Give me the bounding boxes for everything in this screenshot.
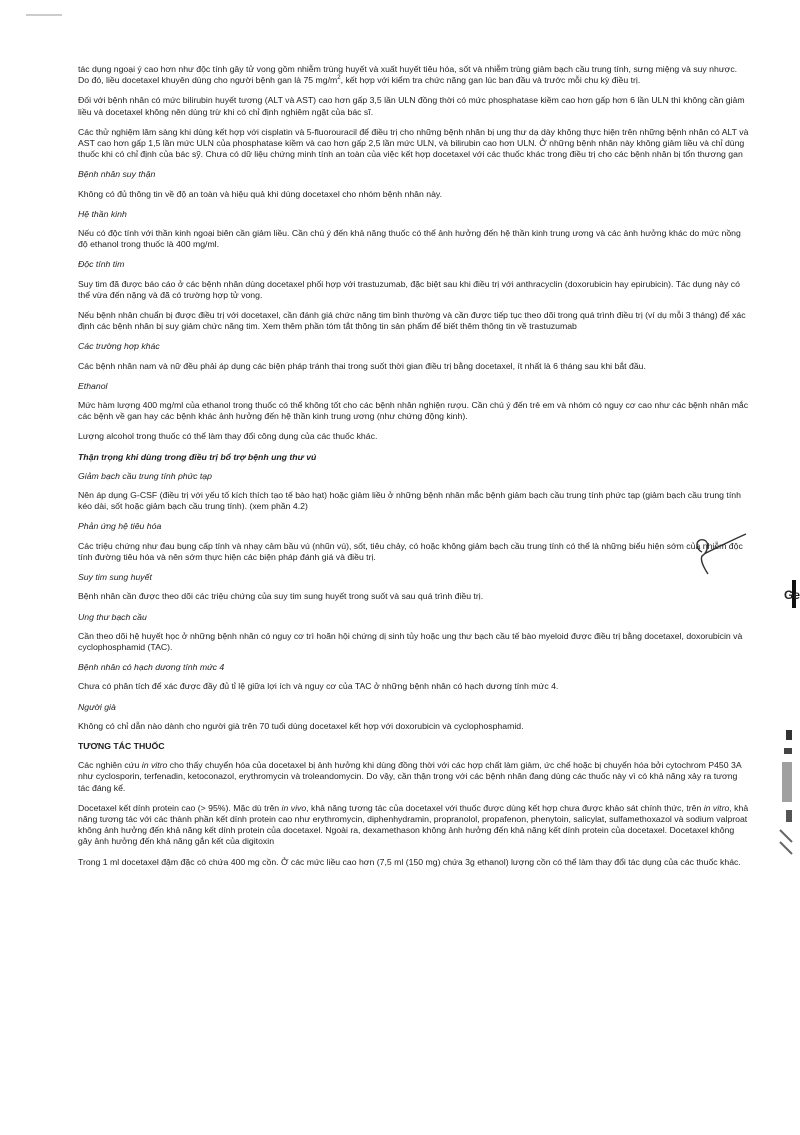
heading-congestive-heart-failure: Suy tim sung huyết — [78, 572, 152, 583]
paragraph-nervous-system: Nếu có độc tính với thần kinh ngoại biên cần giảm liều. Cần chú ý đến khả năng thuốc có thể ảnh hưởng đến hệ thần kinh trung ương và các ảnh hưởng khác do mức nồng độ ethanol trong thuốc là 400 mg/ml. — [78, 228, 741, 250]
heading-nervous-system: Hệ thần kinh — [78, 208, 127, 219]
paragraph-interactions-3: Trong 1 ml docetaxel đậm đặc có chứa 400 mg cồn. Ở các mức liều cao hơn (7,5 ml (150 mg) chứa 3g ethanol) lượng cồn có thể làm thay đổi tác dụng của các thuốc khác. — [78, 856, 741, 867]
paragraph-ethanol-2: Lượng alcohol trong thuốc có thể làm thay đổi công dụng của các thuốc khác. — [78, 431, 378, 442]
paragraph-liver-dose: tác dụng ngoại ý cao hơn như độc tính gây tử vong gồm nhiễm trùng huyết và xuất huyết tiêu hóa, sốt và nhiễm trùng giảm bạch cầu trung tính, sưng miệng và suy nhược. Do đó, liều docetaxel khuyên dùng cho người bệnh gan là 75 $mg/m^2$, kết hợp với kiểm tra chức năng gan lúc ban đầu và trước mỗi chu kỳ điều trị. — [78, 64, 738, 86]
edge-text-fragment: Ge — [783, 588, 800, 602]
paragraph-cardiotoxicity-1: Suy tim đã được báo cáo ở các bệnh nhân dùng docetaxel phối hợp với trastuzumab, đặc biệt sau khi điều trị với anthracyclin (doxorubicin hay epirubicin). Tác dụng này có thể vừa đến nặng và đã có trường hợp tử vong. — [78, 278, 740, 300]
paragraph-elderly: Không có chỉ dẫn nào dành cho người già trên 70 tuổi dùng docetaxel kết hợp với doxorubicin và cyclophosphamid. — [78, 720, 524, 731]
paragraph-neutropenia: Nên áp dụng G-CSF (điều trị với yếu tố kích thích tạo tế bào hạt) hoặc giảm liều ở những bệnh nhân mắc bệnh giảm bạch cầu trung tính phức tạp (giảm bạch cầu trung tính kéo dài, sốt hoặc giảm bạch cầu trung tính). (xem phần 4.2) — [78, 490, 741, 512]
paragraph-interactions-2: Docetaxel kết dính protein cao (> 95%). Mặc dù trên in vivo, khả năng tương tác của docetaxel với thuốc được dùng kết hợp chưa được khảo sát chính thức, trên in vitro, khả năng tương tác với các thành phần kết dính protein cao như erythromycin, diphenhydramin, propranolol, propafenon, phenytoin, salicylat, sulfamethoxazol và sodium valproat không ảnh hưởng đến khả năng kết dính protein của docetaxel. Ngoài ra, dexamethason không ảnh hưởng đến khả năng kết dính protein của docetaxel. Docetaxel không gây ảnh hưởng đến khả năng gắn kết của digitoxin — [78, 802, 749, 847]
handwritten-signature — [688, 530, 758, 580]
paragraph-interactions-1: Các nghiên cứu in vitro cho thấy chuyển hóa của docetaxel bị ảnh hưởng khi dùng đồng thời với các hợp chất làm giảm, ức chế hoặc bị chuyển hóa bởi cytochrom P450 3A như cyclosporin, terfenadin, ketoconazol, erythromycin và troleandomycin. Do vậy, cần thận trọng với các bệnh nhân đang dùng các thuốc này vì có khả năng xảy ra tương tác đáng kể. — [78, 760, 742, 793]
stamp-fragment — [774, 730, 796, 870]
paragraph-gastrointestinal: Các triệu chứng như đau bụng cấp tính và nhạy cảm bầu vú (nhũn vú), sốt, tiêu chảy, có hoặc không giảm bạch cầu trung tính có thể là những biểu hiện sớm của nhiễm độc tính đường tiêu hóa và nên sớm thực hiện các biện pháp đánh giá và điều trị. — [78, 540, 743, 562]
heading-adjuvant-breast-cancer: Thận trọng khi dùng trong điều trị bổ trợ bệnh ung thư vú — [78, 451, 317, 462]
heading-drug-interactions: TƯƠNG TÁC THUỐC — [78, 740, 165, 751]
paragraph-ethanol-1: Mức hàm lượng 400 mg/ml của ethanol trong thuốc có thể không tốt cho các bệnh nhân nghiện rượu. Cần chú ý đến trẻ em và nhóm có nguy cơ cao như các bệnh nhân mắc các bệnh về gan hay các bệnh khác ảnh hưởng đến hệ thần kinh trung ương (như chứng động kinh). — [78, 400, 749, 422]
heading-neutropenia: Giảm bạch cầu trung tính phức tạp — [78, 470, 212, 481]
paragraph-cardiotoxicity-2: Nếu bệnh nhân chuẩn bị được điều trị với docetaxel, cần đánh giá chức năng tim bình thường và cần được tiếp tục theo dõi trong quá trình điều trị (ví dụ mỗi 3 tháng) để xác định các bệnh nhân bị suy giảm chức năng tim. Xem thêm phần tóm tắt thông tin sản phẩm để biết thêm thông tin về trastuzumab — [78, 310, 746, 332]
heading-other-cases: Các trường hợp khác — [78, 341, 160, 352]
heading-gastrointestinal: Phản ứng hệ tiêu hóa — [78, 521, 162, 532]
heading-cardiotoxicity: Độc tính tim — [78, 259, 125, 270]
scan-corner-mark — [26, 6, 106, 12]
paragraph-bilirubin: Đối với bệnh nhân có mức bilirubin huyết tương (ALT và AST) cao hơn gấp 3,5 lần ULN đồng thời có mức phosphatase kiềm cao hơn gấp hơn 6 lần ULN thì không cần giảm liều và docetaxel không nên dùng trừ khi có chỉ định nghiêm ngặt của bác sĩ. — [78, 95, 745, 117]
heading-leukemia: Ung thư bạch cầu — [78, 611, 147, 622]
heading-elderly: Người già — [78, 701, 116, 712]
paragraph-leukemia: Cần theo dõi hệ huyết học ở những bệnh nhân có nguy cơ trì hoãn hội chứng dị sinh tủy hoặc ung thư bạch cầu tế bào myeloid được điều trị bằng docetaxel, doxorubicin và cyclophosphamid (TAC). — [78, 630, 743, 652]
heading-kidney: Bệnh nhân suy thận — [78, 169, 156, 180]
superscript: 2 — [337, 75, 341, 82]
paragraph-congestive-heart-failure: Bệnh nhân cần được theo dõi các triệu chứng của suy tim sung huyết trong suốt và sau quá trình điều trị. — [78, 591, 484, 602]
paragraph-kidney: Không có đủ thông tin về độ an toàn và hiệu quả khi dùng docetaxel cho nhóm bệnh nhân này. — [78, 188, 443, 199]
heading-positive-nodes: Bệnh nhân có hạch dương tính mức 4 — [78, 662, 225, 673]
paragraph-other-cases: Các bệnh nhân nam và nữ đều phải áp dụng các biện pháp tránh thai trong suốt thời gian điều trị bằng docetaxel, ít nhất là 6 tháng sau khi bắt đầu. — [78, 360, 646, 371]
heading-ethanol: Ethanol — [78, 380, 108, 391]
document-page — [78, 64, 750, 877]
paragraph-positive-nodes: Chưa có phân tích để xác được đầy đủ tỉ lệ giữa lợi ích và nguy cơ của TAC ở những bệnh nhân có hạch dương tính mức 4. — [78, 681, 559, 692]
paragraph-clinical-trials: Các thử nghiệm lâm sàng khi dùng kết hợp với cisplatin và 5-fluorouracil để điều trị cho những bệnh nhân bị ung thư dạ dày không thực hiện trên những bệnh nhân có ALT và AST cao hơn gấp 1,5 lần mức ULN của phosphatase kiềm và cao hơn gấp 2,5 lần mức ULN, và bilirubin cao hơn ULN. Ở những bệnh nhân này không giảm liều và chỉ dùng thuốc khi có chỉ định của bác sỹ. Chưa có dữ liệu chứng minh tính an toàn của việc kết hợp docetaxel với các thuốc khác trong điều trị cho các bệnh nhân bị tổn thương gan — [78, 126, 749, 160]
